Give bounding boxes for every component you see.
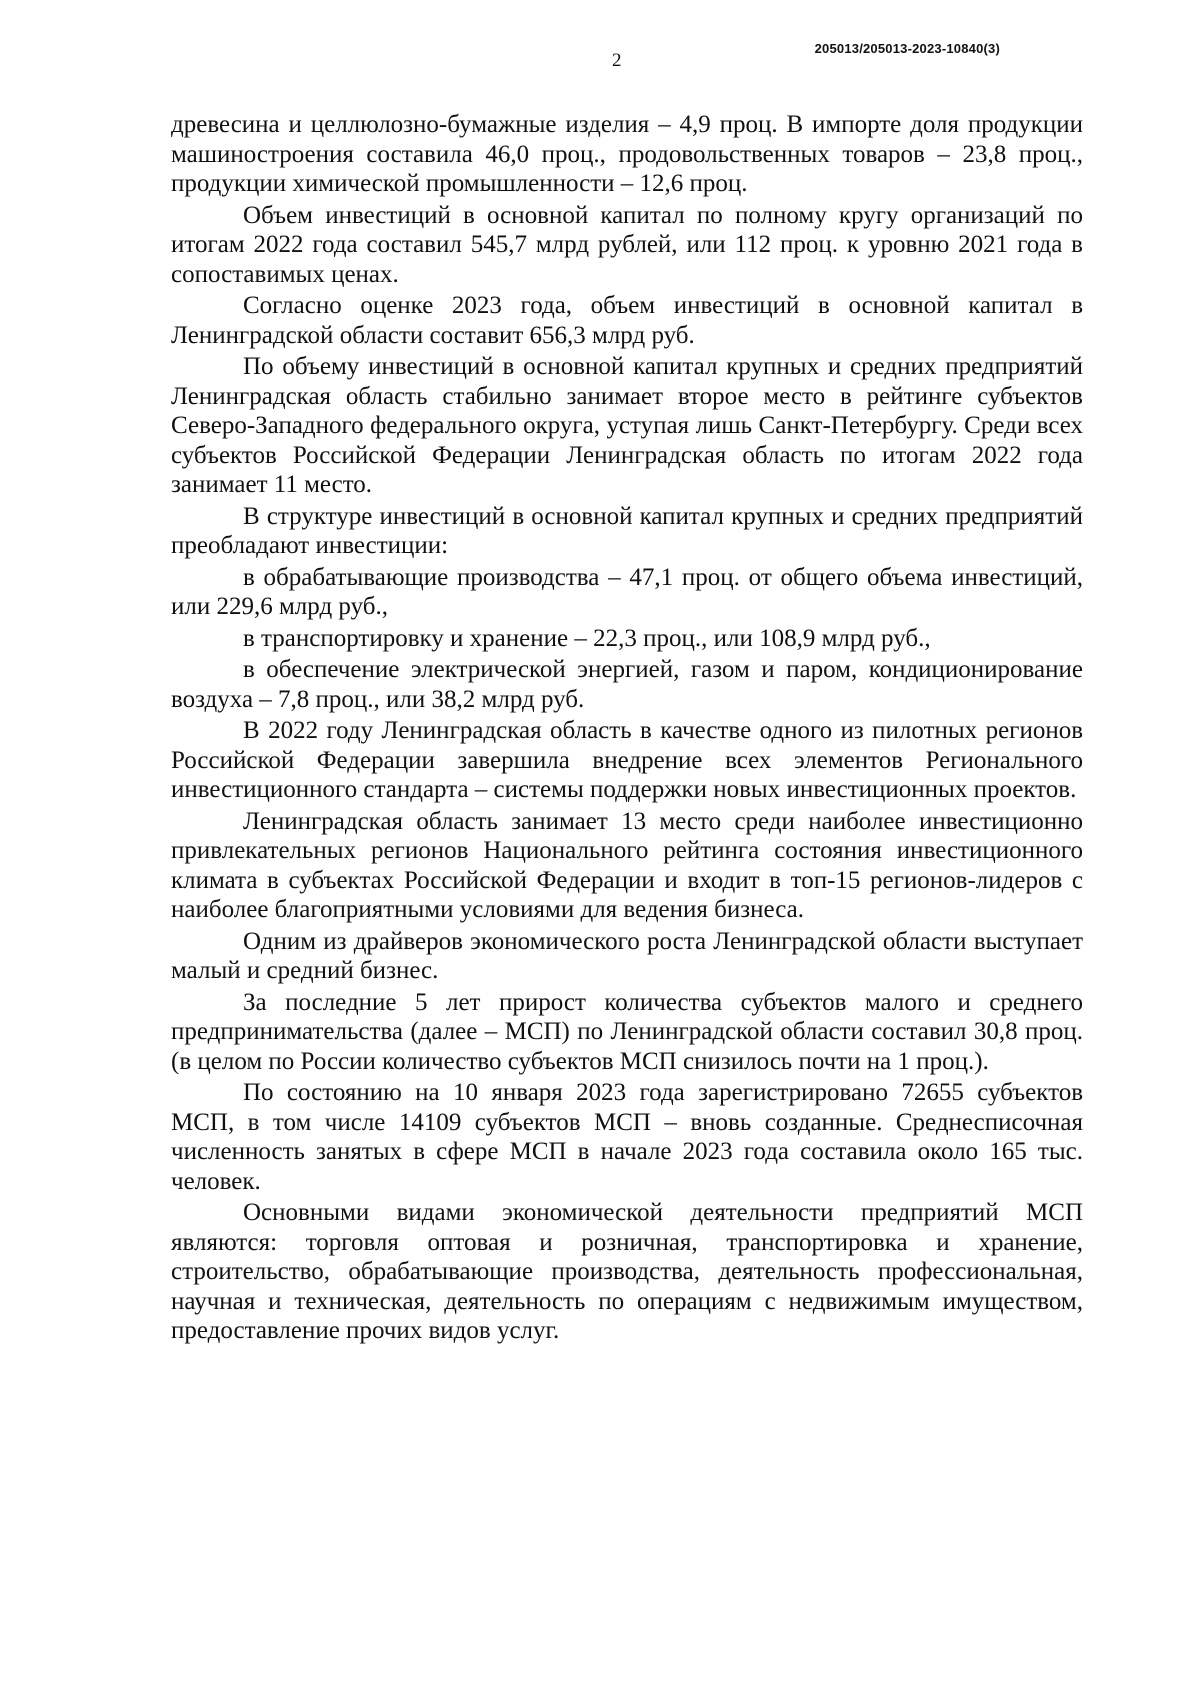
list-item: в обрабатывающие производства – 47,1 проц. от общего объема инвестиций, или 229,6 млрд руб., [171,563,1083,620]
paragraph: По состоянию на 10 января 2023 года зарегистрировано 72655 субъектов МСП, в том числе 14109 субъектов МСП – вновь созданные. Среднесписочная численность занятых в сфере МСП в начале 2023 года составила около 165 тыс. человек. [171,1079,1083,1195]
paragraph: За последние 5 лет прирост количества субъектов малого и среднего предпринимательства (далее – МСП) по Ленинградской области составил 30,8 проц. (в целом по России количество субъектов МСП снизилось почти на 1 проц.). [171,988,1083,1075]
document-body [171,110,1083,1348]
paragraph: По объему инвестиций в основной капитал крупных и средних предприятий Ленинградская область стабильно занимает второе место в рейтинге субъектов Северо-Западного федерального округа, уступая лишь Санкт-Петербургу. Среди всех субъектов Российской Федерации Ленинградская область по итогам 2022 года занимает 11 место. [171,353,1083,498]
paragraph: Объем инвестиций в основной капитал по полному кругу организаций по итогам 2022 года составил 545,7 млрд рублей, или 112 проц. к уровню 2021 года в сопоставимых ценах. [171,201,1083,288]
page-number: 2 [612,50,622,71]
paragraph: Одним из драйверов экономического роста Ленинградской области выступает малый и средний бизнес. [171,927,1083,984]
paragraph: Ленинградская область занимает 13 место среди наиболее инвестиционно привлекательных регионов Национального рейтинга состояния инвестиционного климата в субъектах Российской Федерации и входит в топ-15 регионов-лидеров с наиболее благоприятными условиями для ведения бизнеса. [171,807,1083,923]
document-id: 205013/205013-2023-10840(3) [814,41,1000,56]
paragraph: Согласно оценке 2023 года, объем инвестиций в основной капитал в Ленинградской области составит 656,3 млрд руб. [171,292,1083,349]
list-item: в обеспечение электрической энергией, газом и паром, кондиционирование воздуха – 7,8 проц., или 38,2 млрд руб. [171,656,1083,713]
paragraph: В структуре инвестиций в основной капитал крупных и средних предприятий преобладают инвестиции: [171,502,1083,559]
paragraph: древесина и целлюлозно-бумажные изделия – 4,9 проц. В импорте доля продукции машиностроения составила 46,0 проц., продовольственных товаров – 23,8 проц., продукции химической промышленности – 12,6 проц. [171,111,1083,197]
list-item: в транспортировку и хранение – 22,3 проц., или 108,9 млрд руб., [243,624,931,652]
paragraph: Основными видами экономической деятельности предприятий МСП являются: торговля оптовая и розничная, транспортировка и хранение, строительство, обрабатывающие производства, деятельность профессиональная, научная и техническая, деятельность по операциям с недвижимым имуществом, предоставление прочих видов услуг. [171,1199,1083,1344]
paragraph: В 2022 году Ленинградская область в качестве одного из пилотных регионов Российской Федерации завершила внедрение всех элементов Регионального инвестиционного стандарта – системы поддержки новых инвестиционных проектов. [171,717,1083,803]
